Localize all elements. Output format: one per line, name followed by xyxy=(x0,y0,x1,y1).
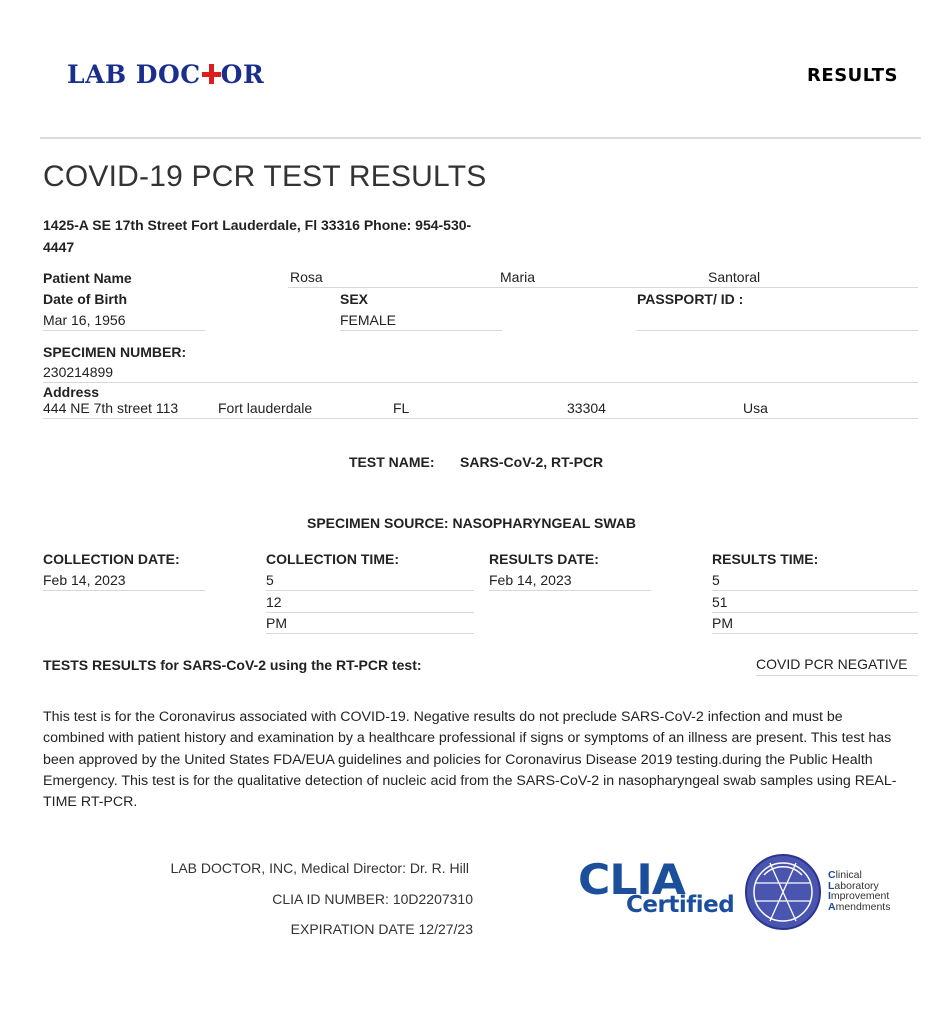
lab-doctor-logo xyxy=(67,60,264,89)
patient-last-name: Santoral xyxy=(708,269,761,285)
sex-underline xyxy=(340,330,502,331)
results-minute: 51 xyxy=(712,594,728,610)
clia-initial-a: A xyxy=(828,900,836,913)
dob-underline xyxy=(43,330,205,331)
specimen-number-label: SPECIMEN NUMBER: xyxy=(43,344,187,360)
clia-initial-l: L xyxy=(828,879,835,892)
collection-ampm: PM xyxy=(266,615,287,631)
patient-first-name: Rosa xyxy=(290,269,323,285)
collection-date-label: COLLECTION DATE: xyxy=(43,551,180,567)
address-city: Fort lauderdale xyxy=(218,400,313,416)
collection-time-label: COLLECTION TIME: xyxy=(266,551,399,567)
clia-rest-amendments: mendments xyxy=(835,900,891,913)
collection-minute: 12 xyxy=(266,594,282,610)
results-ampm: PM xyxy=(712,615,733,631)
results-hour: 5 xyxy=(712,572,720,588)
sex-label: SEX xyxy=(340,291,369,307)
results-header: RESULTS xyxy=(807,65,898,86)
passport-underline xyxy=(637,330,918,331)
clia-logo-text xyxy=(828,870,890,912)
sex-value: FEMALE xyxy=(340,312,397,328)
specimen-underline xyxy=(43,382,918,383)
specimen-number-value: 230214899 xyxy=(43,364,114,380)
clia-rest-clinical: linical xyxy=(835,869,862,881)
address-street: 444 NE 7th street 113 xyxy=(43,400,179,416)
results-date-underline xyxy=(489,590,651,591)
clia-line-amendments xyxy=(828,902,890,913)
results-ampm-underline xyxy=(712,633,918,634)
passport-label: PASSPORT/ ID : xyxy=(637,291,744,307)
clia-rest-laboratory: aboratory xyxy=(834,879,879,892)
collection-hour: 5 xyxy=(266,572,274,588)
address-state: FL xyxy=(393,400,410,416)
clia-id-number: CLIA ID NUMBER: 10D2207310 xyxy=(272,891,473,907)
clia-seal-icon xyxy=(744,853,822,931)
clia-rest-improvement: mprovement xyxy=(830,890,890,902)
specimen-source: SPECIMEN SOURCE: NASOPHARYNGEAL SWAB xyxy=(307,515,637,531)
header-divider xyxy=(40,137,921,139)
address-label: Address xyxy=(43,384,100,400)
collection-date-value: Feb 14, 2023 xyxy=(43,572,126,588)
lab-address: 1425-A SE 17th Street Fort Lauderdale, Fl 33316 Phone: 954-530-4447 xyxy=(43,217,472,255)
results-hour-underline xyxy=(712,590,918,591)
test-name-value: SARS-CoV-2, RT-PCR xyxy=(460,454,604,470)
clia-logo-word: CLIA xyxy=(578,855,685,904)
clia-initial-i: I xyxy=(828,890,831,902)
logo-text-right: OR xyxy=(220,60,265,89)
address-underline xyxy=(43,418,918,419)
address-zip: 33304 xyxy=(567,400,606,416)
results-minute-underline xyxy=(712,612,918,613)
clia-logo-certified: Certified xyxy=(626,892,735,918)
patient-name-label: Patient Name xyxy=(43,270,132,286)
logo-text-left: LAB DOC xyxy=(67,60,201,89)
collection-date-underline xyxy=(43,590,205,591)
test-result-label: TESTS RESULTS for SARS-CoV-2 using the RT-PCR test: xyxy=(43,657,422,673)
test-result-value: COVID PCR NEGATIVE xyxy=(756,656,908,672)
red-cross-icon xyxy=(202,63,220,85)
dob-label: Date of Birth xyxy=(43,291,127,307)
results-date-label: RESULTS DATE: xyxy=(489,551,599,567)
collection-ampm-underline xyxy=(266,633,474,634)
patient-middle-name: Maria xyxy=(500,269,536,285)
test-result-underline xyxy=(756,675,918,676)
name-underline xyxy=(288,287,918,288)
page-title: COVID-19 PCR TEST RESULTS xyxy=(43,160,487,193)
clia-initial-c: C xyxy=(828,869,836,881)
test-name-label: TEST NAME: xyxy=(349,454,435,470)
address-country: Usa xyxy=(743,400,768,416)
results-date-value: Feb 14, 2023 xyxy=(489,572,572,588)
results-time-label: RESULTS TIME: xyxy=(712,551,819,567)
expiration-date: EXPIRATION DATE 12/27/23 xyxy=(290,921,473,937)
collection-minute-underline xyxy=(266,612,474,613)
disclaimer-paragraph: This test is for the Coronavirus associated with COVID-19. Negative results do not preclude SARS-CoV-2 infection and must be combined with patient history and examination by a healthcare professional if signs or symptoms of an illness are present. This test has been approved by the United States FDA/EUA guidelines and policies for Coronavirus Disease 2019 testing.during the Public Health Emergency. This test is for the qualitative detection of nucleic acid from the SARS-CoV-2 in nasopharyngeal swab samples using REAL-TIME RT-PCR. xyxy=(43,709,897,811)
dob-value: Mar 16, 1956 xyxy=(43,312,126,328)
collection-hour-underline xyxy=(266,590,474,591)
medical-director: LAB DOCTOR, INC, Medical Director: Dr. R. Hill xyxy=(170,860,469,876)
